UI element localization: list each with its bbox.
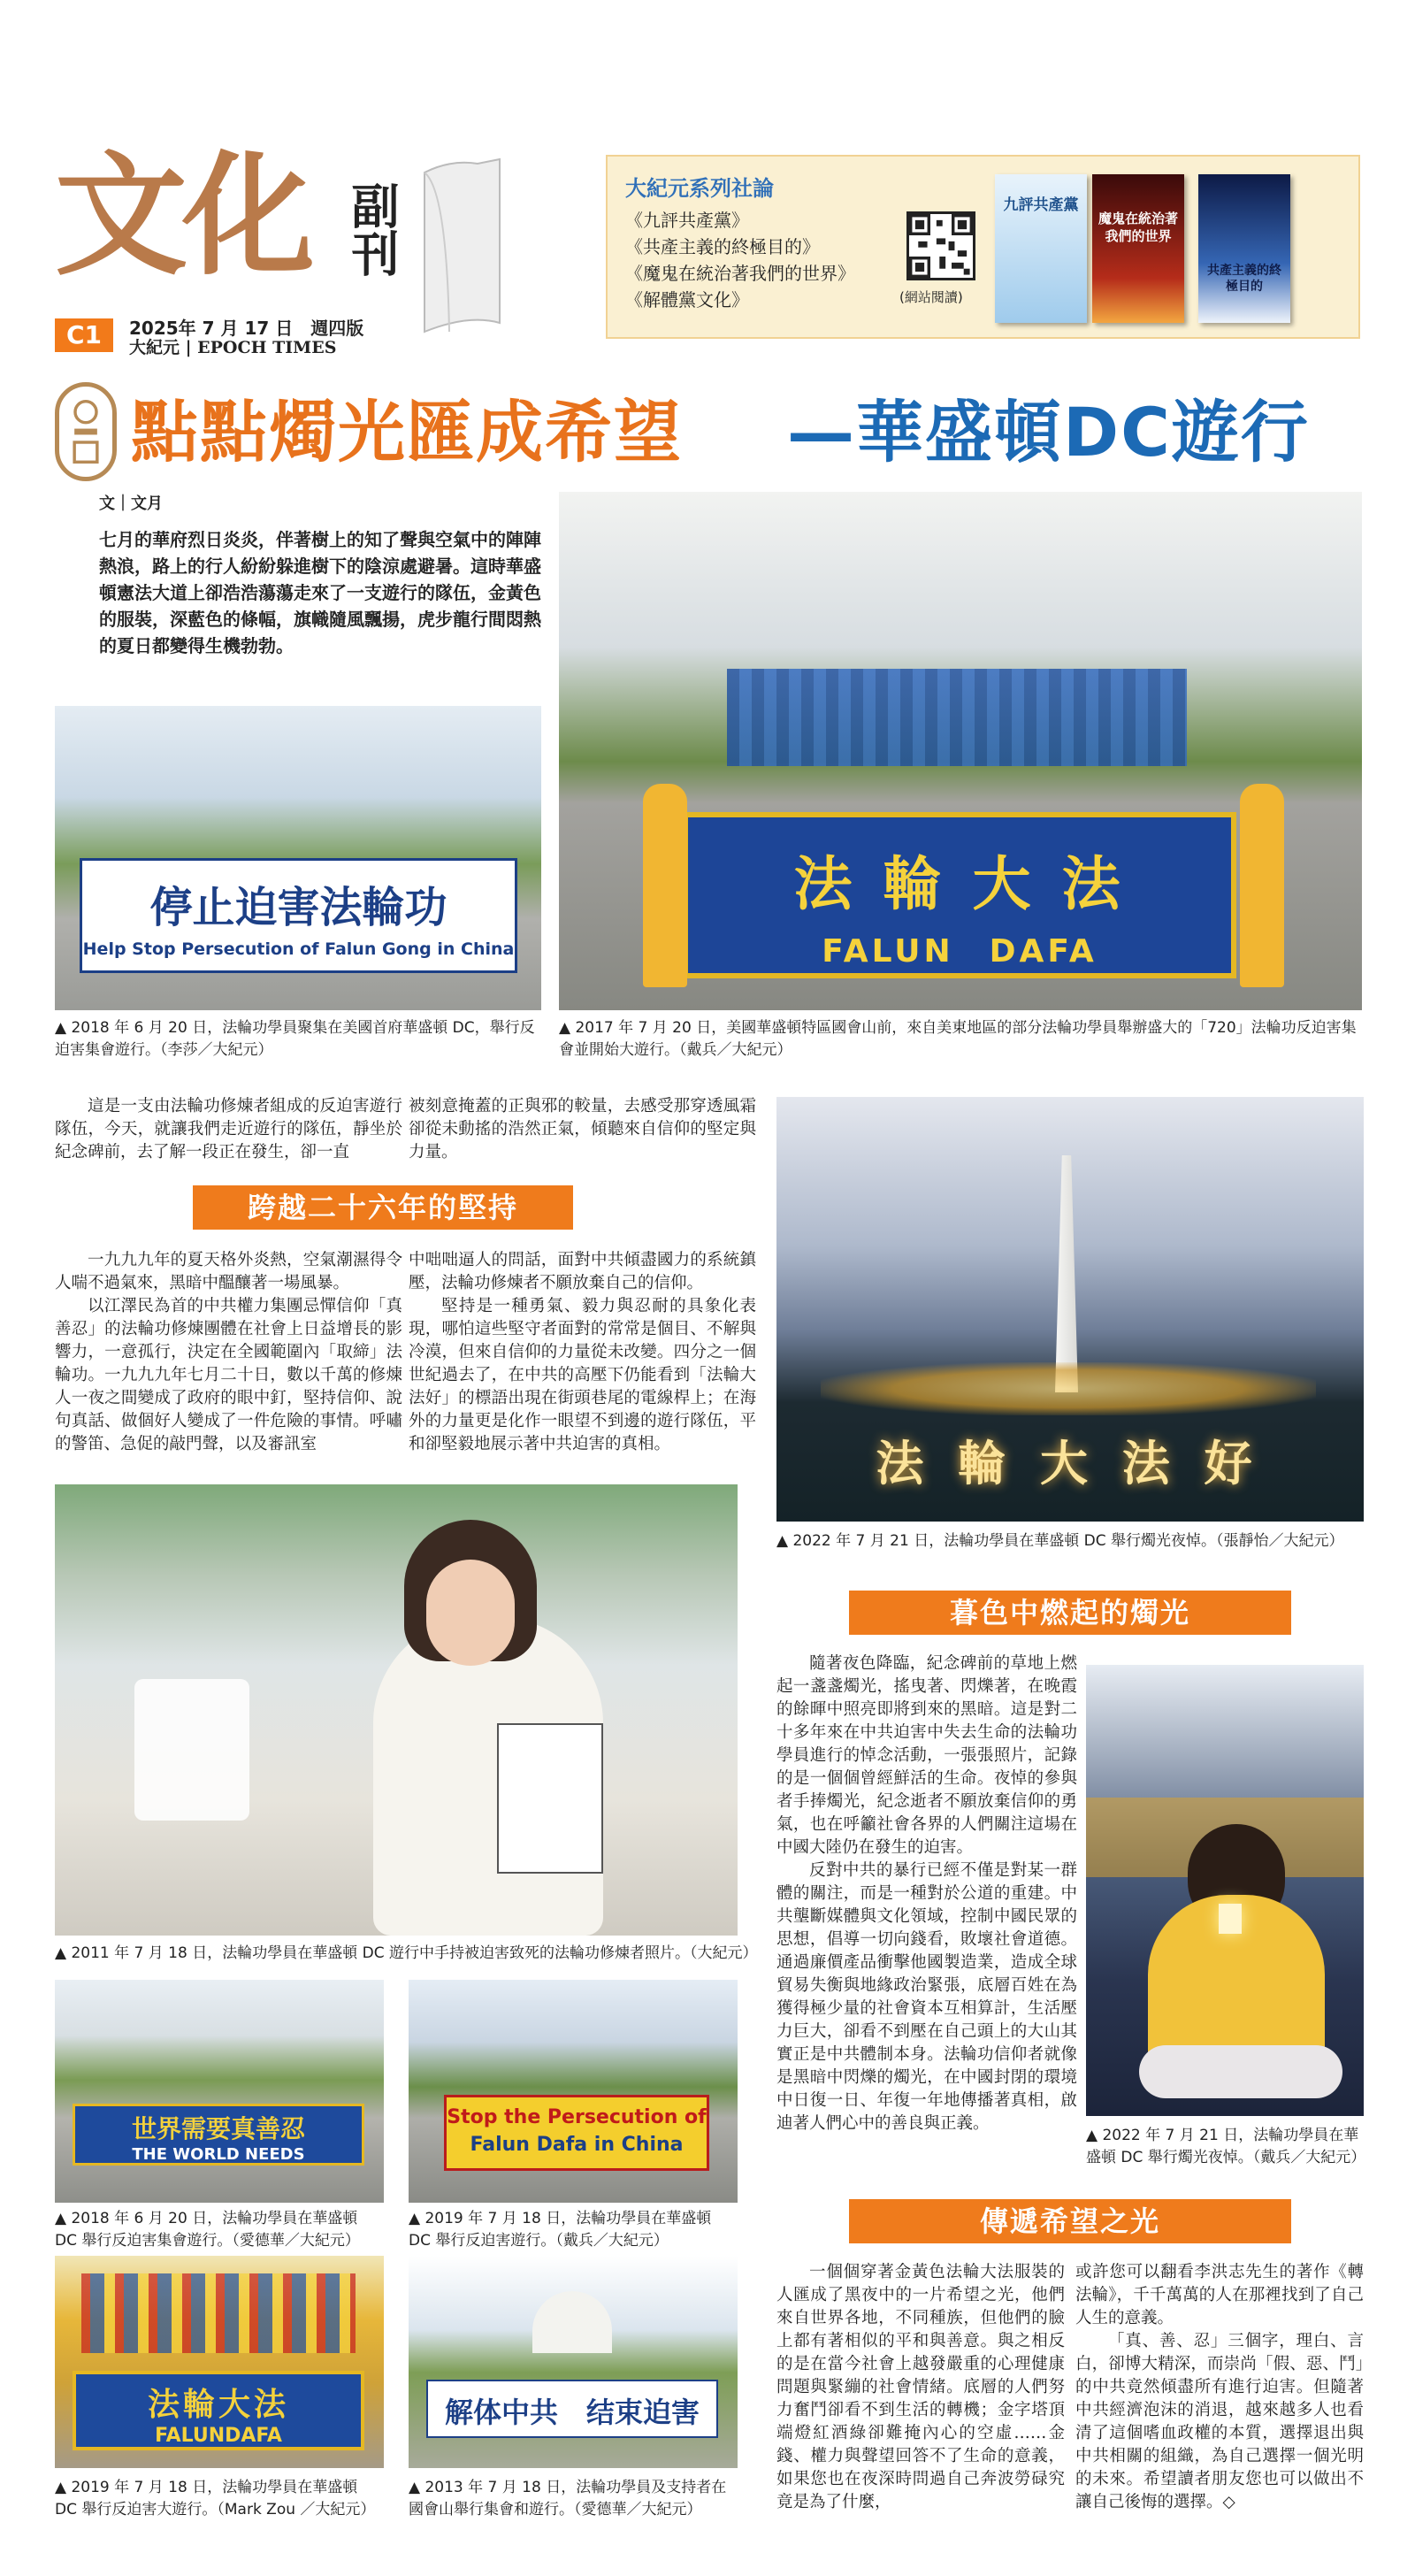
banner-chinese: 停止迫害法輪功 [149,883,447,932]
page-fold-icon [416,155,504,341]
masthead-subtitle: 副刊 [344,181,400,277]
paragraph: 一個個穿著金黃色法輪大法服裝的人匯成了黑夜中的一片希望之光，他們來自世界各地，不同種族，但他們的臉上都有著相似的平和與善意。與之相反的是在當今社會上越發嚴重的心理健康問題與緊繃的社會情緒。底層的人們努力奮鬥卻看不到生活的轉機；金字塔頂端燈紅酒綠卻難掩內心的空虛……金錢、權力與聲望回答不了生命的意義，如果您也在夜深時問過自己奔波勞碌究竟是為了什麼， [776,2263,1065,2511]
paragraph: 反對中共的暴行已經不僅是對某一群體的關注，而是一種對於公道的重建。中共壟斷媒體與文化領域，控制中國民眾的思想，倡導一切向錢看，敗壞社會道德。通過廉價產品衝擊他國製造業，造成全球貿易失衡與地緣政治緊張，底層百姓在為獲得極少量的社會資本互相算計，生活壓力巨大，卻看不到壓在自己頭上的大山其實正是中共體制本身。法輪功信仰者就像是黑暗中閃爍的燭光，在中國封閉的環境中日復一日、年復一年地傳播著真相，啟迪著人們心中的善良與正義。 [776,1861,1077,2133]
photo-capitol-rally-2013 [409,2256,738,2468]
series-item[interactable]: 《魔鬼在統治著我們的世界》 [625,263,855,284]
photo-caption: ▲ 2013 年 7 月 18 日，法輪功學員及支持者在國會山舉行集會和遊行。（愛德華／大紀元） [409,2479,727,2518]
series-promo-box [606,155,1360,339]
banner-english-line1: Stop the Persecution of [447,2106,707,2128]
headline-location: —華盛頓DC遊行 [787,393,1310,472]
banner-chinese: 世界需要真善忍 [131,2114,305,2143]
photo-caption: ▲ 2018 年 6 月 20 日，法輪功學員聚集在美國首府華盛頓 DC，舉行反迫害集會遊行。（李莎／大紀元） [55,1019,535,1059]
banner-english: FALUNDAFA [155,2425,282,2447]
photo-memorial-parade-2011 [55,1484,738,1936]
photo-candlelight-vigil-2022 [776,1097,1364,1522]
series-item[interactable]: 《九評共產黨》 [625,210,749,231]
paragraph: 隨著夜色降臨，紀念碑前的草地上燃起一盞盞燭光，搖曳著、閃爍著，在晚霞的餘暉中照亮即將到來的黑暗。這是對二十多年來在中共迫害中失去生命的法輪功學員進行的悼念活動，一張張照片，記錄的是一個個曾經鮮活的生命。夜悼的參與者手捧燭光，紀念逝者不願放棄信仰的勇氣，也在呼籲社會各界的人們關注這場在中國大陸仍在發生的迫害。 [776,1654,1077,1857]
sec3-col-1 [776,2261,1065,2514]
paragraph: 「真、善、忍」三個字，理白、言白，卻博大精深，而崇尚「假、惡、鬥」的中共竟然傾盡所有進行迫害。但隨著中共經濟泡沫的消退，越來越多人也看清了這個嗜血政權的本質，選擇退出與中共相關的組織，為自己選擇一個光明的未來。希望讀者朋友您也可以做出不讓自己後悔的選擇。◇ [1075,2332,1364,2511]
paragraph: 堅持是一種勇氣、毅力與忍耐的具象化表現，哪怕這些堅守者面對的常常是個目、不解與冷漠，但來自信仰的力量從未改變。四分之一個世紀過去了，在中共的高壓下仍能看到「法輪大法好」的標語出現在街頭巷尾的電線桿上；在海外的力量更是化作一眼望不到邊的遊行隊伍，平和卻堅毅地展示著中共迫害的真相。 [409,1297,756,1453]
photo-parade-2019 [409,1980,738,2203]
photo-caption: ▲ 2022 年 7 月 21 日，法輪功學員在華盛頓 DC 舉行燭光夜悼。（張靜怡／大紀元） [776,1532,1344,1550]
headline-main: 點點燭光匯成希望 [131,393,683,472]
book-cover[interactable] [995,174,1087,323]
photo-rally-2018 [55,1980,384,2203]
masthead-title: 文化 [55,140,310,294]
photo-parade-2019-b [55,2256,384,2468]
banner-chinese: 解体中共 结束迫害 [444,2396,700,2429]
paragraph: 一九九九年的夏天格外炎熱，空氣潮濕得令人喘不過氣來，黑暗中醞釀著一場風暴。 [55,1251,402,1292]
sec1-col-1 [55,1249,402,1456]
qr-label: (網站閱讀) [899,289,963,305]
photo-caption: ▲ 2017 年 7 月 20 日，美國華盛頓特區國會山前，來自美東地區的部分法輪功學員舉辦盛大的「720」法輪功反迫害集會並開始大遊行。（戴兵／大紀元） [559,1019,1357,1059]
intro-col-2: 被刻意掩蓋的正與邪的較量，去感受那穿透風霜卻從未動搖的浩然正氣，傾聽來自信仰的堅定與力量。 [409,1097,756,1162]
sec3-col-2 [1075,2261,1364,2514]
book-cover[interactable] [1198,174,1290,323]
sec2-col [776,1652,1077,2135]
column-logo-icon [55,382,117,481]
candle-text: 法 輪 大 法 好 [876,1436,1261,1491]
book-title: 共產主義的終極目的 [1207,264,1281,294]
book-title: 魔鬼在統治著我們的世界 [1098,211,1178,244]
qr-code-icon[interactable] [906,211,975,280]
paragraph: 中咄咄逼人的問話，面對中共傾盡國力的系統鎮壓，法輪功修煉者不願放棄自己的信仰。 [409,1251,756,1292]
photo-seated-vigil-2022 [1086,1665,1364,2116]
paragraph: 或許您可以翻看李洪志先生的著作《轉法輪》，千千萬萬的人在那裡找到了自己人生的意義。 [1075,2263,1364,2327]
issue-date: 2025年 7 月 17 日 週四版 [129,318,364,339]
section-label: C1 [55,318,113,352]
book-cover[interactable] [1092,174,1184,323]
lede-paragraph: 七月的華府烈日炎炎，伴著樹上的知了聲與空氣中的陣陣熱浪，路上的行人紛紛躲進樹下的陰涼處避暑。這時華盛頓憲法大道上卻浩浩蕩蕩走來了一支遊行的隊伍，金黃色的服裝，深藍色的條幅，旗幟隨風飄揚，虎步龍行間悶熱的夏日都變得生機勃勃。 [99,529,541,656]
photo-caption: ▲ 2019 年 7 月 18 日，法輪功學員在華盛頓 DC 舉行反迫害大遊行。（Mark Zou ／大紀元） [55,2479,376,2518]
series-item[interactable]: 《共產主義的終極目的》 [625,236,820,257]
banner-english: FALUN DAFA [822,933,1098,970]
banner-english-line2: Falun Dafa in China [470,2134,684,2156]
section-heading: 傳遞希望之光 [849,2199,1291,2243]
series-item[interactable]: 《解體黨文化》 [625,289,749,310]
photo-protest-banner-2018 [55,706,541,1010]
banner-chinese: 法輪大法 [147,2387,289,2423]
photo-caption: ▲ 2022 年 7 月 21 日，法輪功學員在華盛頓 DC 舉行燭光夜悼。（戴兵／大紀元） [1086,2127,1366,2166]
banner-english: THE WORLD NEEDS [132,2145,305,2164]
byline: 文｜文月 [99,494,163,513]
book-title: 九評共產黨 [1003,196,1079,214]
section-heading: 暮色中燃起的燭光 [849,1591,1291,1635]
intro-col-1: 這是一支由法輪功修煉者組成的反迫害遊行隊伍，今天，就讓我們走近遊行的隊伍，靜坐於紀念碑前，去了解一段正在發生，卻一直 [55,1097,402,1162]
photo-caption: ▲ 2018 年 6 月 20 日，法輪功學員在華盛頓 DC 舉行反迫害集會遊行。（愛德華／大紀元） [55,2210,360,2250]
photo-falun-dafa-parade-2017 [559,492,1362,1010]
photo-caption: ▲ 2011 年 7 月 18 日，法輪功學員在華盛頓 DC 遊行中手持被迫害致死的法輪功修煉者照片。（大紀元） [55,1944,758,1962]
series-heading: 大紀元系列社論 [625,176,774,201]
banner-english: Help Stop Persecution of Falun Gong in China [82,939,515,959]
paragraph: 以江澤民為首的中共權力集團忌憚信仰「真善忍」的法輪功修煉團體在社會上日益增長的影響力，一意孤行，決定在全國範圍內「取締」法輪功。一九九九年七月二十日，數以千萬的修煉人一夜之間變成了政府的眼中釘，堅持信仰、說句真話、做個好人變成了一件危險的事情。呼嘯的警笛、急促的敲門聲，以及審訊室 [55,1297,402,1453]
paper-name: 大紀元 | EPOCH TIMES [129,338,337,357]
section-heading: 跨越二十六年的堅持 [193,1185,573,1230]
banner-chinese: 法 輪 大 法 [793,850,1126,918]
photo-caption: ▲ 2019 年 7 月 18 日，法輪功學員在華盛頓 DC 舉行反迫害遊行。（戴兵／大紀元） [409,2210,712,2250]
sec1-col-2 [409,1249,756,1456]
